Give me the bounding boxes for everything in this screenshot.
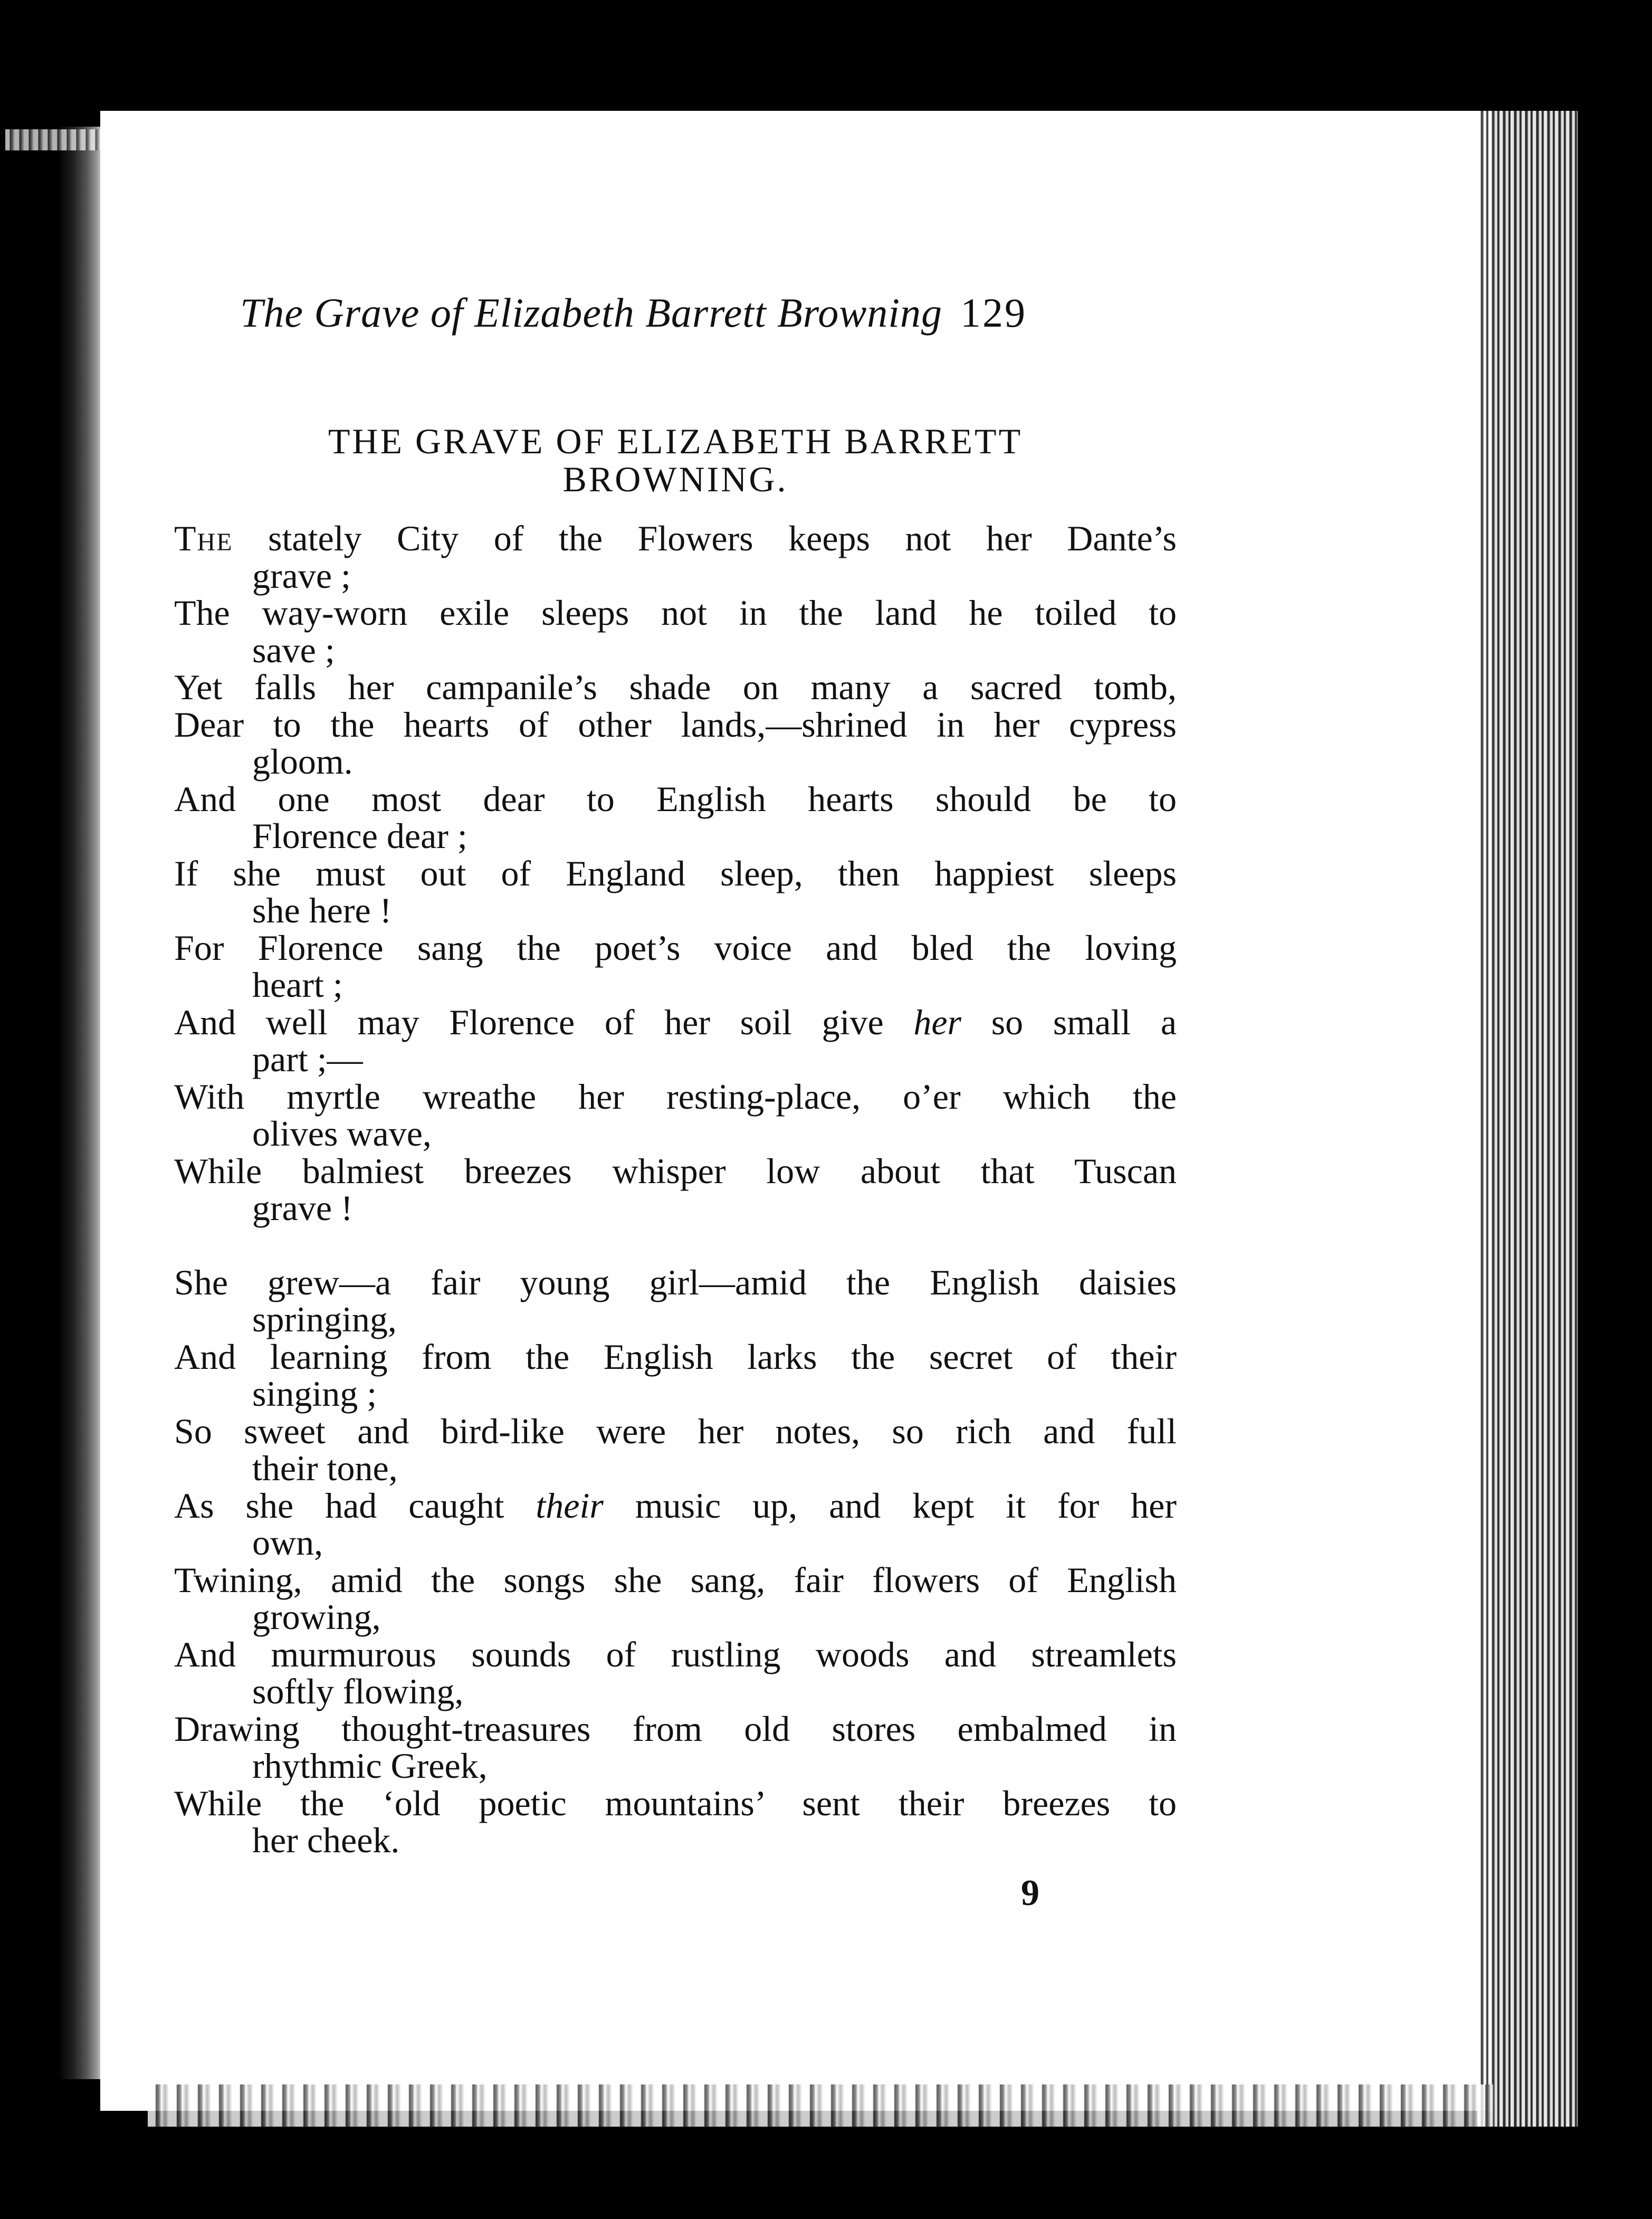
poem-line-continuation: she here ! xyxy=(252,890,392,930)
emphasized-word: their xyxy=(536,1485,604,1526)
poem-line-continuation: their tone, xyxy=(252,1448,398,1488)
poem-line: Drawing thought-treasures from old stores embalmed in xyxy=(174,1708,1177,1749)
poem-line: Yet falls her campanile’s shade on many a sacred tomb, xyxy=(174,667,1177,707)
poem-line: And learning from the English larks the secret of their xyxy=(174,1336,1177,1377)
poem-title-line: BROWNING. xyxy=(562,459,788,499)
book-cover-edge xyxy=(1578,111,1652,2127)
emphasized-word: her xyxy=(913,1002,962,1042)
poem-line-continuation: part ;— xyxy=(252,1039,363,1079)
poem-line: As she had caught their music up, and kept it for her xyxy=(174,1485,1177,1526)
page-edge-bottom xyxy=(148,2084,1493,2127)
poem-line: So sweet and bird-like were her notes, so rich and full xyxy=(174,1411,1177,1451)
poem-line-continuation: singing ; xyxy=(252,1374,377,1414)
poem-body xyxy=(174,520,1177,1859)
poem-line-continuation: softly flowing, xyxy=(252,1671,464,1711)
page-number: 129 xyxy=(960,290,1027,336)
poem-line-continuation: own, xyxy=(252,1522,323,1563)
poem-line: The way-worn exile sleeps not in the land he toiled to xyxy=(174,593,1177,633)
poem-line: She grew—a fair young girl—amid the English daisies xyxy=(174,1262,1177,1302)
first-word-small-caps: The xyxy=(174,518,233,558)
poem-line: For Florence sang the poet’s voice and bled the loving xyxy=(174,927,1177,968)
poem-line-continuation: olives wave, xyxy=(252,1113,432,1154)
poem-line-continuation: grave ! xyxy=(252,1188,353,1228)
poem-line: And one most dear to English hearts should be to xyxy=(174,778,1177,819)
poem-line-continuation: her cheek. xyxy=(252,1820,400,1860)
signature-mark: 9 xyxy=(1021,1873,1039,1913)
poem-line: If she must out of England sleep, then happiest sleeps xyxy=(174,853,1177,893)
poem-line: And murmurous sounds of rustling woods and streamlets xyxy=(174,1634,1177,1674)
stanza-break xyxy=(174,1227,1177,1264)
poem-line-continuation: grave ; xyxy=(252,555,351,596)
poem-line: Twining, amid the songs she sang, fair flowers of English xyxy=(174,1559,1177,1600)
running-header xyxy=(240,289,1243,347)
running-header-title: The Grave of Elizabeth Barrett Browning xyxy=(240,290,942,336)
poem-line: While the ‘old poetic mountains’ sent their breezes to xyxy=(174,1783,1177,1823)
poem-line: While balmiest breezes whisper low about that Tuscan xyxy=(174,1150,1177,1191)
poem-line-continuation: rhythmic Greek, xyxy=(252,1746,488,1786)
book-binding-shadow xyxy=(0,127,106,2079)
poem-line: Dear to the hearts of other lands,—shrined in her cypress xyxy=(174,704,1177,745)
poem-title-line: THE GRAVE OF ELIZABETH BARRETT xyxy=(328,421,1023,461)
poem-line: The stately City of the Flowers keeps not her Dante’s xyxy=(174,518,1177,558)
poem-line-continuation: gloom. xyxy=(252,741,353,782)
poem-line-continuation: save ; xyxy=(252,630,335,670)
poem-line-continuation: growing, xyxy=(252,1597,381,1637)
poem-line-continuation: Florence dear ; xyxy=(252,816,467,856)
poem-line-continuation: heart ; xyxy=(252,965,343,1005)
poem-title xyxy=(174,422,1177,498)
poem-line-continuation: springing, xyxy=(252,1299,397,1339)
poem-line: And well may Florence of her soil give her so small a xyxy=(174,1002,1177,1042)
poem-line: With myrtle wreathe her resting-place, o’er which the xyxy=(174,1076,1177,1117)
